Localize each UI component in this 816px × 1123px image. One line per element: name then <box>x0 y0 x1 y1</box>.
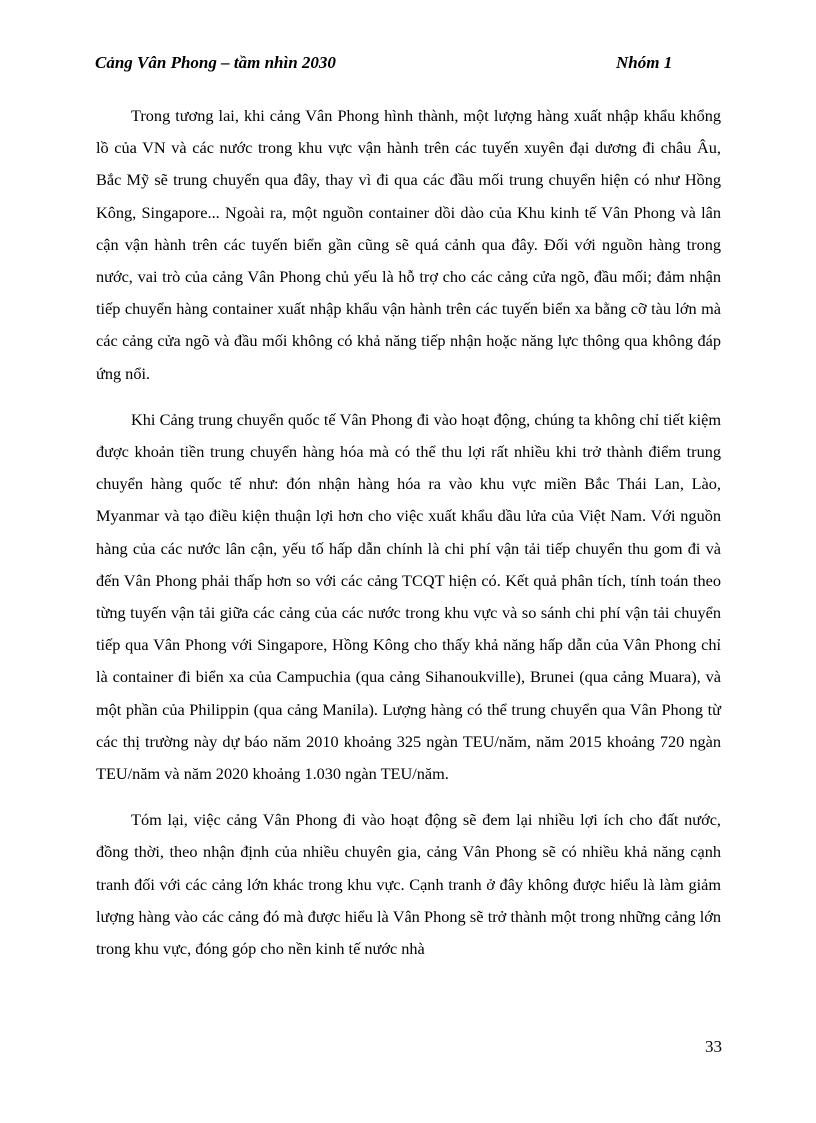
paragraph-2: Khi Cảng trung chuyển quốc tế Vân Phong đi vào hoạt động, chúng ta không chỉ tiết kiệm được khoản tiền trung chuyển hàng hóa mà có thể thu lợi rất nhiều khi trở thành điểm trung chuyển hàng quốc tế như: đón nhận hàng hóa ra vào khu vực miền Bắc Thái Lan, Lào, Myanmar và tạo điều kiện thuận lợi hơn cho việc xuất khẩu dầu lửa của Việt Nam. Với nguồn hàng của các nước lân cận, yếu tố hấp dẫn chính là chi phí vận tải tiếp chuyển thu gom đi và đến Vân Phong phải thấp hơn so với các cảng TCQT hiện có. Kết quả phân tích, tính toán theo từng tuyến vận tải giữa các cảng của các nước trong khu vực và so sánh chi phí vận tải chuyển tiếp qua Vân Phong với Singapore, Hồng Kông cho thấy khả năng hấp dẫn của Vân Phong chỉ là container đi biển xa của Campuchia (qua cảng Sihanoukville), Brunei (qua cảng Muara), và một phần của Philippin (qua cảng Manila). Lượng hàng có thể trung chuyển qua Vân Phong từ các thị trường này dự báo năm 2010 khoảng 325 ngàn TEU/năm, năm 2015 khoảng 720 ngàn TEU/năm và năm 2020 khoảng 1.030 ngàn TEU/năm. <box>96 409 721 784</box>
header-title: Cảng Vân Phong – tầm nhìn 2030 <box>95 53 336 72</box>
header-group-label: Nhóm 1 <box>616 53 673 72</box>
paragraph-1: Trong tương lai, khi cảng Vân Phong hình thành, một lượng hàng xuất nhập khẩu khổng lồ của VN và các nước trong khu vực vận hành trên các tuyến xuyên đại dương đi châu Âu, Bắc Mỹ sẽ trung chuyển qua đây, thay vì đi qua các đầu mối trung chuyển hiện có như Hồng Kông, Singapore... Ngoài ra, một nguồn container dồi dào của Khu kinh tế Vân Phong và lân cận vận hành trên các tuyến biển gần cũng sẽ quá cảnh qua đây. Đối với nguồn hàng trong nước, vai trò của cảng Vân Phong chủ yếu là hỗ trợ cho các cảng cửa ngõ, đầu mối; đảm nhận tiếp chuyển hàng container xuất nhập khẩu vận hành trên các tuyến biển xa bằng cỡ tàu lớn mà các cảng cửa ngõ và đầu mối không có khả năng tiếp nhận hoặc năng lực thông qua không đáp ứng nổi. <box>96 106 721 383</box>
page-header <box>95 50 675 76</box>
paragraph-3: Tóm lại, việc cảng Vân Phong đi vào hoạt động sẽ đem lại nhiều lợi ích cho đất nước, đồng thời, theo nhận định của nhiều chuyên gia, cảng Vân Phong sẽ có nhiều khả năng cạnh tranh đối với các cảng lớn khác trong khu vực. Cạnh tranh ở đây không được hiểu là làm giảm lượng hàng vào các cảng đó mà được hiểu là Vân Phong sẽ trở thành một trong những cảng lớn trong khu vực, đóng góp cho nền kinh tế nước nhà <box>96 810 721 959</box>
page-number: 33 <box>705 1037 722 1056</box>
document-body <box>96 100 721 979</box>
